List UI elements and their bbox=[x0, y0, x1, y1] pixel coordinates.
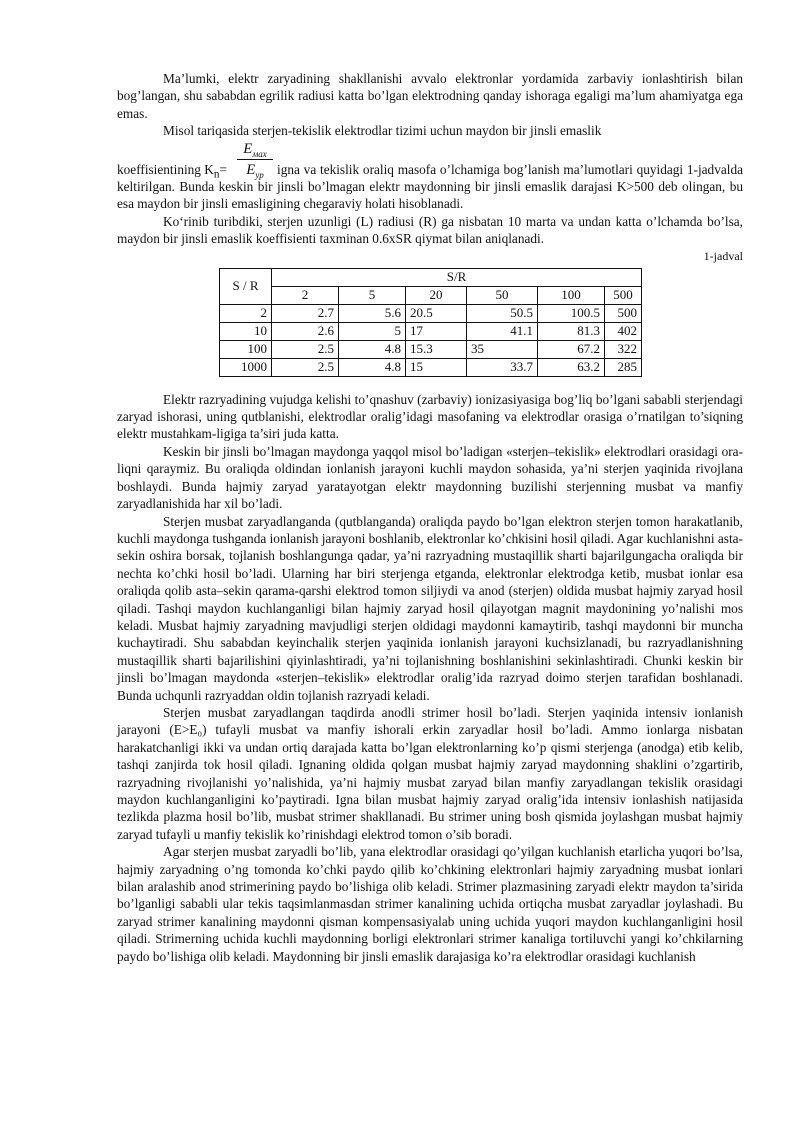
row-header-cell: S / R bbox=[220, 268, 272, 304]
table-subheader-row bbox=[220, 286, 642, 304]
paragraph-continuation: igna va tekislik oraliq masofa o’lchamiga bog’lanish ma’lumotlari quyidagi 1-jadvalda keltirilgan. Bunda keskin bir jinsli bo’lmagan elektr maydonning bir jinsli emaslik darajasi K>500 deb olingan, bu esa maydon bir jinsli emasligining chegaraviy holati hisoblanadi. bbox=[117, 161, 743, 212]
table-cell: 4.8 bbox=[339, 358, 406, 376]
table-cell: 67.2 bbox=[538, 340, 605, 358]
row-label: 2 bbox=[220, 304, 272, 322]
table-cell: 2.6 bbox=[272, 322, 339, 340]
table-row bbox=[220, 358, 642, 376]
column-header: 5 bbox=[339, 286, 406, 304]
paragraph: Elektr razryadining vujudga kelishi to’qnashuv (zarbaviy) ionizasiyasiga bog’liq bo’lgani sababli sterjendagi zaryad ishorasi, uning qutblanishi, elektrodlar oralig’idagi masofaning va elektrodlar orasiga o’rnatilgan to’siqning elektr mustahkam-ligiga ta’siri juda katta. bbox=[117, 391, 743, 442]
column-header: 50 bbox=[467, 286, 538, 304]
table-caption: 1-jadval bbox=[703, 248, 743, 263]
fraction-denominator: $E_{ур}$ bbox=[246, 161, 264, 180]
table-cell: 500 bbox=[605, 304, 642, 322]
table-cell: 15.3 bbox=[406, 340, 467, 358]
row-label: 100 bbox=[220, 340, 272, 358]
table-cell: 50.5 bbox=[467, 304, 538, 322]
table-cell: 4.8 bbox=[339, 340, 406, 358]
table-cell: 81.3 bbox=[538, 322, 605, 340]
table-cell: 33.7 bbox=[467, 358, 538, 376]
paragraph: Sterjen musbat zaryadlanganda (qutblanganda) oraliqda paydo bo’lgan elektron sterjen tomon harakatlanib, kuchli maydonga tushganda ionlanish jarayoni boshlanib, elektronlar ko’chkisini hosil qiladi. Agar kuchlanishni asta-sekin oshira borsak, tojlanish boshlangunga qadar, ya’ni razryadning mustaqillik sharti bajarilgungacha oraliqda bir nechta ko’chki hosil bo’ladi. Ularning har biri sterjenga etganda, elektronlar elektrodga ketib, musbat ionlar esa oraliqda qolib asta–sekin qarama-qarshi elektrod tomon siljiydi va anod (sterjen) oldida musbat hajmiy zaryad hosil qiladi. Tashqi maydon kuchlanganligi bilan hajmiy zaryad hosil qilayotgan magnit maydonining yo’nalishi mos keladi. Musbat hajmiy zaryadning mavjudligi sterjen oldidagi maydonni kamaytirib, tashqi maydonni bir muncha kuchaytiradi. Shu sababdan keyinchalik sterjen yaqinida ionlanish jarayoni kuchsizlanadi, bu razryadlanishning mustaqillik sharti bajarilishini qiyinlashtiradi, ya’ni tojlanishning boshlanishini sekinlashtiradi. Chunki keskin bir jinsli bo’lmagan maydonda «sterjen–tekislik» elektrodlar oralig’ida razryad doimo sterjen tarafidan boshlanadi. Bunda uchqunli razryaddan oldin tojlanish razryadi keladi. bbox=[117, 513, 743, 703]
table-cell: 63.2 bbox=[538, 358, 605, 376]
column-header: 20 bbox=[406, 286, 467, 304]
table-cell: 322 bbox=[605, 340, 642, 358]
table-cell: 17 bbox=[406, 322, 467, 340]
table-cell: 100.5 bbox=[538, 304, 605, 322]
paragraph: Ko‘rinib turibdiki, sterjen uzunligi (L) radiusi (R) ga nisbatan 10 marta va undan katta o’lchamda bo’lsa, maydon bir jinsli emaslik koeffisienti taxminan 0.6xSR qiymat bilan aniqlanadi. bbox=[117, 213, 743, 247]
table-cell: 2.5 bbox=[272, 340, 339, 358]
paragraph: Keskin bir jinsli bo’lmagan maydonga yaqqol misol bo’ladigan «sterjen–tekislik» elektrodlari orasidagi ora-liqni qaraymiz. Bu oraliqda oldindan ionlanish jarayoni kuchli maydon sohasida, ya’ni sterjen yaqinida rivojlana boshlaydi. Bunda hajmiy zaryad yaratayotgan elektr maydonning buzilishi sterjenning musbat va manfiy zaryadlanishida har xil bo’ladi. bbox=[117, 443, 743, 512]
column-header: 100 bbox=[538, 286, 605, 304]
table-row bbox=[220, 304, 642, 322]
table-row bbox=[220, 340, 642, 358]
paragraph: Misol tariqasida sterjen-tekislik elektrodlar tizimi uchun maydon bir jinsli emaslik bbox=[163, 123, 602, 139]
data-table bbox=[219, 268, 642, 377]
table-cell: 41.1 bbox=[467, 322, 538, 340]
table-cell: 20.5 bbox=[406, 304, 467, 322]
table-cell: 5.6 bbox=[339, 304, 406, 322]
table-cell: 2.7 bbox=[272, 304, 339, 322]
row-label: 1000 bbox=[220, 358, 272, 376]
formula-label: koeffisientining $K_n=$ bbox=[117, 161, 227, 181]
paragraph: Sterjen musbat zaryadlangan taqdirda anodli strimer hosil bo’ladi. Sterjen yaqinida intensiv ionlanish jarayoni (E>E₀) tufayli musbat va manfiy ishorali erkin zaryadlar hosil bo’ladi. Ammo ionlarga nisbatan harakatchanligi ikki va undan ortiq darajada katta bo’lgan elektronlarning ko’p qismi sterjenga (anodga) etib kelib, tashqi zanjirda tok hosil qiladi. Ignaning oldida qolgan musbat hajmiy zaryad maydonning shaklini o’zgartirib, razryadning rivojlanishi yo’nalishida, ya’ni hajmiy musbat zaryad bilan manfiy zaryadlangan tekislik orasidagi maydon kuchlanganligini ko’paytiradi. Igna bilan musbat hajmiy zaryad oralig’ida intensiv ionlashish natijasida tezlikda plazma hosil bo’lib, musbat strimer shakllanadi. Bu strimer uning bosh qismida joylashgan musbat hajmiy zaryad tufayli u manfiy tekislik ko’rinishdagi elektrod tomon o’sib boradi. bbox=[117, 704, 743, 842]
table-header-row bbox=[220, 268, 642, 286]
table-cell: 2.5 bbox=[272, 358, 339, 376]
row-label: 10 bbox=[220, 322, 272, 340]
column-header: 500 bbox=[605, 286, 642, 304]
table-cell: 5 bbox=[339, 322, 406, 340]
document-page bbox=[117, 70, 743, 965]
column-header: 2 bbox=[272, 286, 339, 304]
table-row bbox=[220, 322, 642, 340]
paragraph: Agar sterjen musbat zaryadli bo’lib, yana elektrodlar orasidagi qo’yilgan kuchlanish etarlicha yuqori bo’lsa, hajmiy zaryadning o’ng tomonda ko’chki paydo qilib ko’chkining elektronlari hajmiy zaryadning musbat ionlari bilan aralashib anod strimerining paydo bo’lishiga olib keladi. Strimer plazmasining zaryadi elektr maydon ta’sirida bo’lganligi sababli ular tekis taqsimlanmasdan strimer kanalining uchida ortiqcha musbat zaryadlar joylashadi. Bu zaryad strimer kanalining maydonni qisman kompensasiyalab uning uchida yuqori maydon kuchlanganligini hosil qiladi. Strimerning uchida kuchli maydonning borligi elektronlari strimer kanaliga tortiluvchi yangi ko’chkilarning paydo bo’lishiga olib keladi. Maydonning bir jinsli emaslik darajasiga ko’ra elektrodlar orasidagi kuchlanish bbox=[117, 844, 743, 964]
column-group-header: S/R bbox=[272, 268, 642, 286]
paragraph: Ma’lumki, elektr zaryadining shakllanishi avvalo elektronlar yordamida zarbaviy ionlashtirish bilan bog’langan, shu sababdan egrilik radiusi katta bo’lgan elektrodning qanday ishoraga egaligi ma’lum ahamiyatga ega emas. bbox=[117, 71, 743, 121]
formula-block bbox=[117, 140, 743, 180]
fraction bbox=[237, 140, 273, 179]
fraction-numerator: $E_{мах}$ bbox=[243, 140, 267, 159]
table-cell: 285 bbox=[605, 358, 642, 376]
table-cell: 15 bbox=[406, 358, 467, 376]
table-cell: 402 bbox=[605, 322, 642, 340]
table-cell: 35 bbox=[467, 340, 538, 358]
